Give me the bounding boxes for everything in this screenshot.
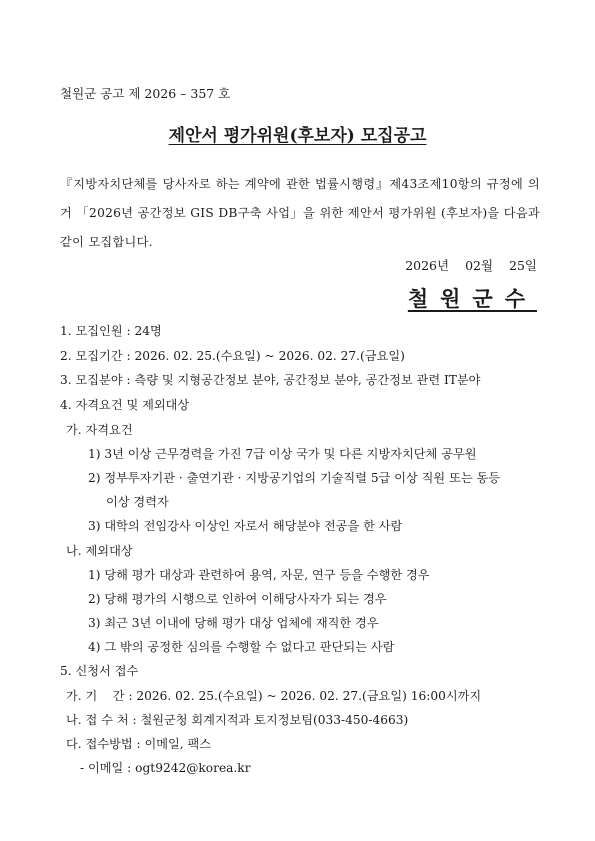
exclusion-4: 4) 그 밖의 공정한 심의를 수행할 수 없다고 판단되는 사람 <box>88 640 395 654</box>
announcement-date: 2026년 02월 25일 <box>405 258 537 273</box>
intro-paragraph: 『지방자치단체를 당사자로 하는 계약에 관한 법률시행령』제43조제10항의 규정에 의거 「2026년 공간정보 GIS DB구축 사업」을 위한 제안서 평가위원 (후보자)을 다음과 같이 모집합니다. <box>60 177 540 249</box>
notice-number: 철원군 공고 제 2026 – 357 호 <box>60 86 231 101</box>
subheading-exclusions: 나. 제외대상 <box>66 544 133 558</box>
document-title <box>0 121 595 146</box>
issuer-name <box>408 283 537 313</box>
document-title-text: 제안서 평가위원(후보자) 모집공고 <box>168 126 427 146</box>
item-qualifications-heading: 4. 자격요건 및 제외대상 <box>60 398 190 412</box>
item-recruit-count: 1. 모집인원 : 24명 <box>60 324 162 338</box>
application-method: 다. 접수방법 : 이메일, 팩스 <box>66 737 212 751</box>
issuer-name-text: 철원군수 <box>407 286 537 311</box>
qualification-1: 1) 3년 이상 근무경력을 가진 7급 이상 국가 및 다른 지방자치단체 공무원 <box>88 447 477 461</box>
exclusion-1: 1) 당해 평가 대상과 관련하여 용역, 자문, 연구 등을 수행한 경우 <box>88 568 430 582</box>
item-recruit-field: 3. 모집분야 : 측량 및 지형공간정보 분야, 공간정보 분야, 공간정보 관련 IT분야 <box>60 373 481 387</box>
subheading-qualifications: 가. 자격요건 <box>66 423 133 437</box>
application-period: 가. 기 간 : 2026. 02. 25.(수요일) ~ 2026. 02. 27.(금요일) 16:00시까지 <box>66 689 482 703</box>
exclusion-3: 3) 최근 3년 이내에 당해 평가 대상 업체에 재직한 경우 <box>88 616 379 630</box>
qualification-3: 3) 대학의 전임강사 이상인 자로서 해당분야 전공을 한 사람 <box>88 519 403 533</box>
item-application-heading: 5. 신청서 접수 <box>60 664 139 678</box>
qualification-2-continued: 이상 경력자 <box>106 495 169 509</box>
item-recruit-period: 2. 모집기간 : 2026. 02. 25.(수요일) ~ 2026. 02. 27.(금요일) <box>60 349 405 363</box>
qualification-2: 2) 정부투자기관 · 출연기관 · 지방공기업의 기술직렬 5급 이상 직원 또는 동등 <box>88 471 501 485</box>
application-office: 나. 접 수 처 : 철원군청 회계지적과 토지정보팀(033-450-4663) <box>66 713 409 727</box>
exclusion-2: 2) 당해 평가의 시행으로 인하여 이해당사자가 되는 경우 <box>88 592 387 606</box>
application-email: - 이메일 : ogt9242@korea.kr <box>80 761 251 775</box>
